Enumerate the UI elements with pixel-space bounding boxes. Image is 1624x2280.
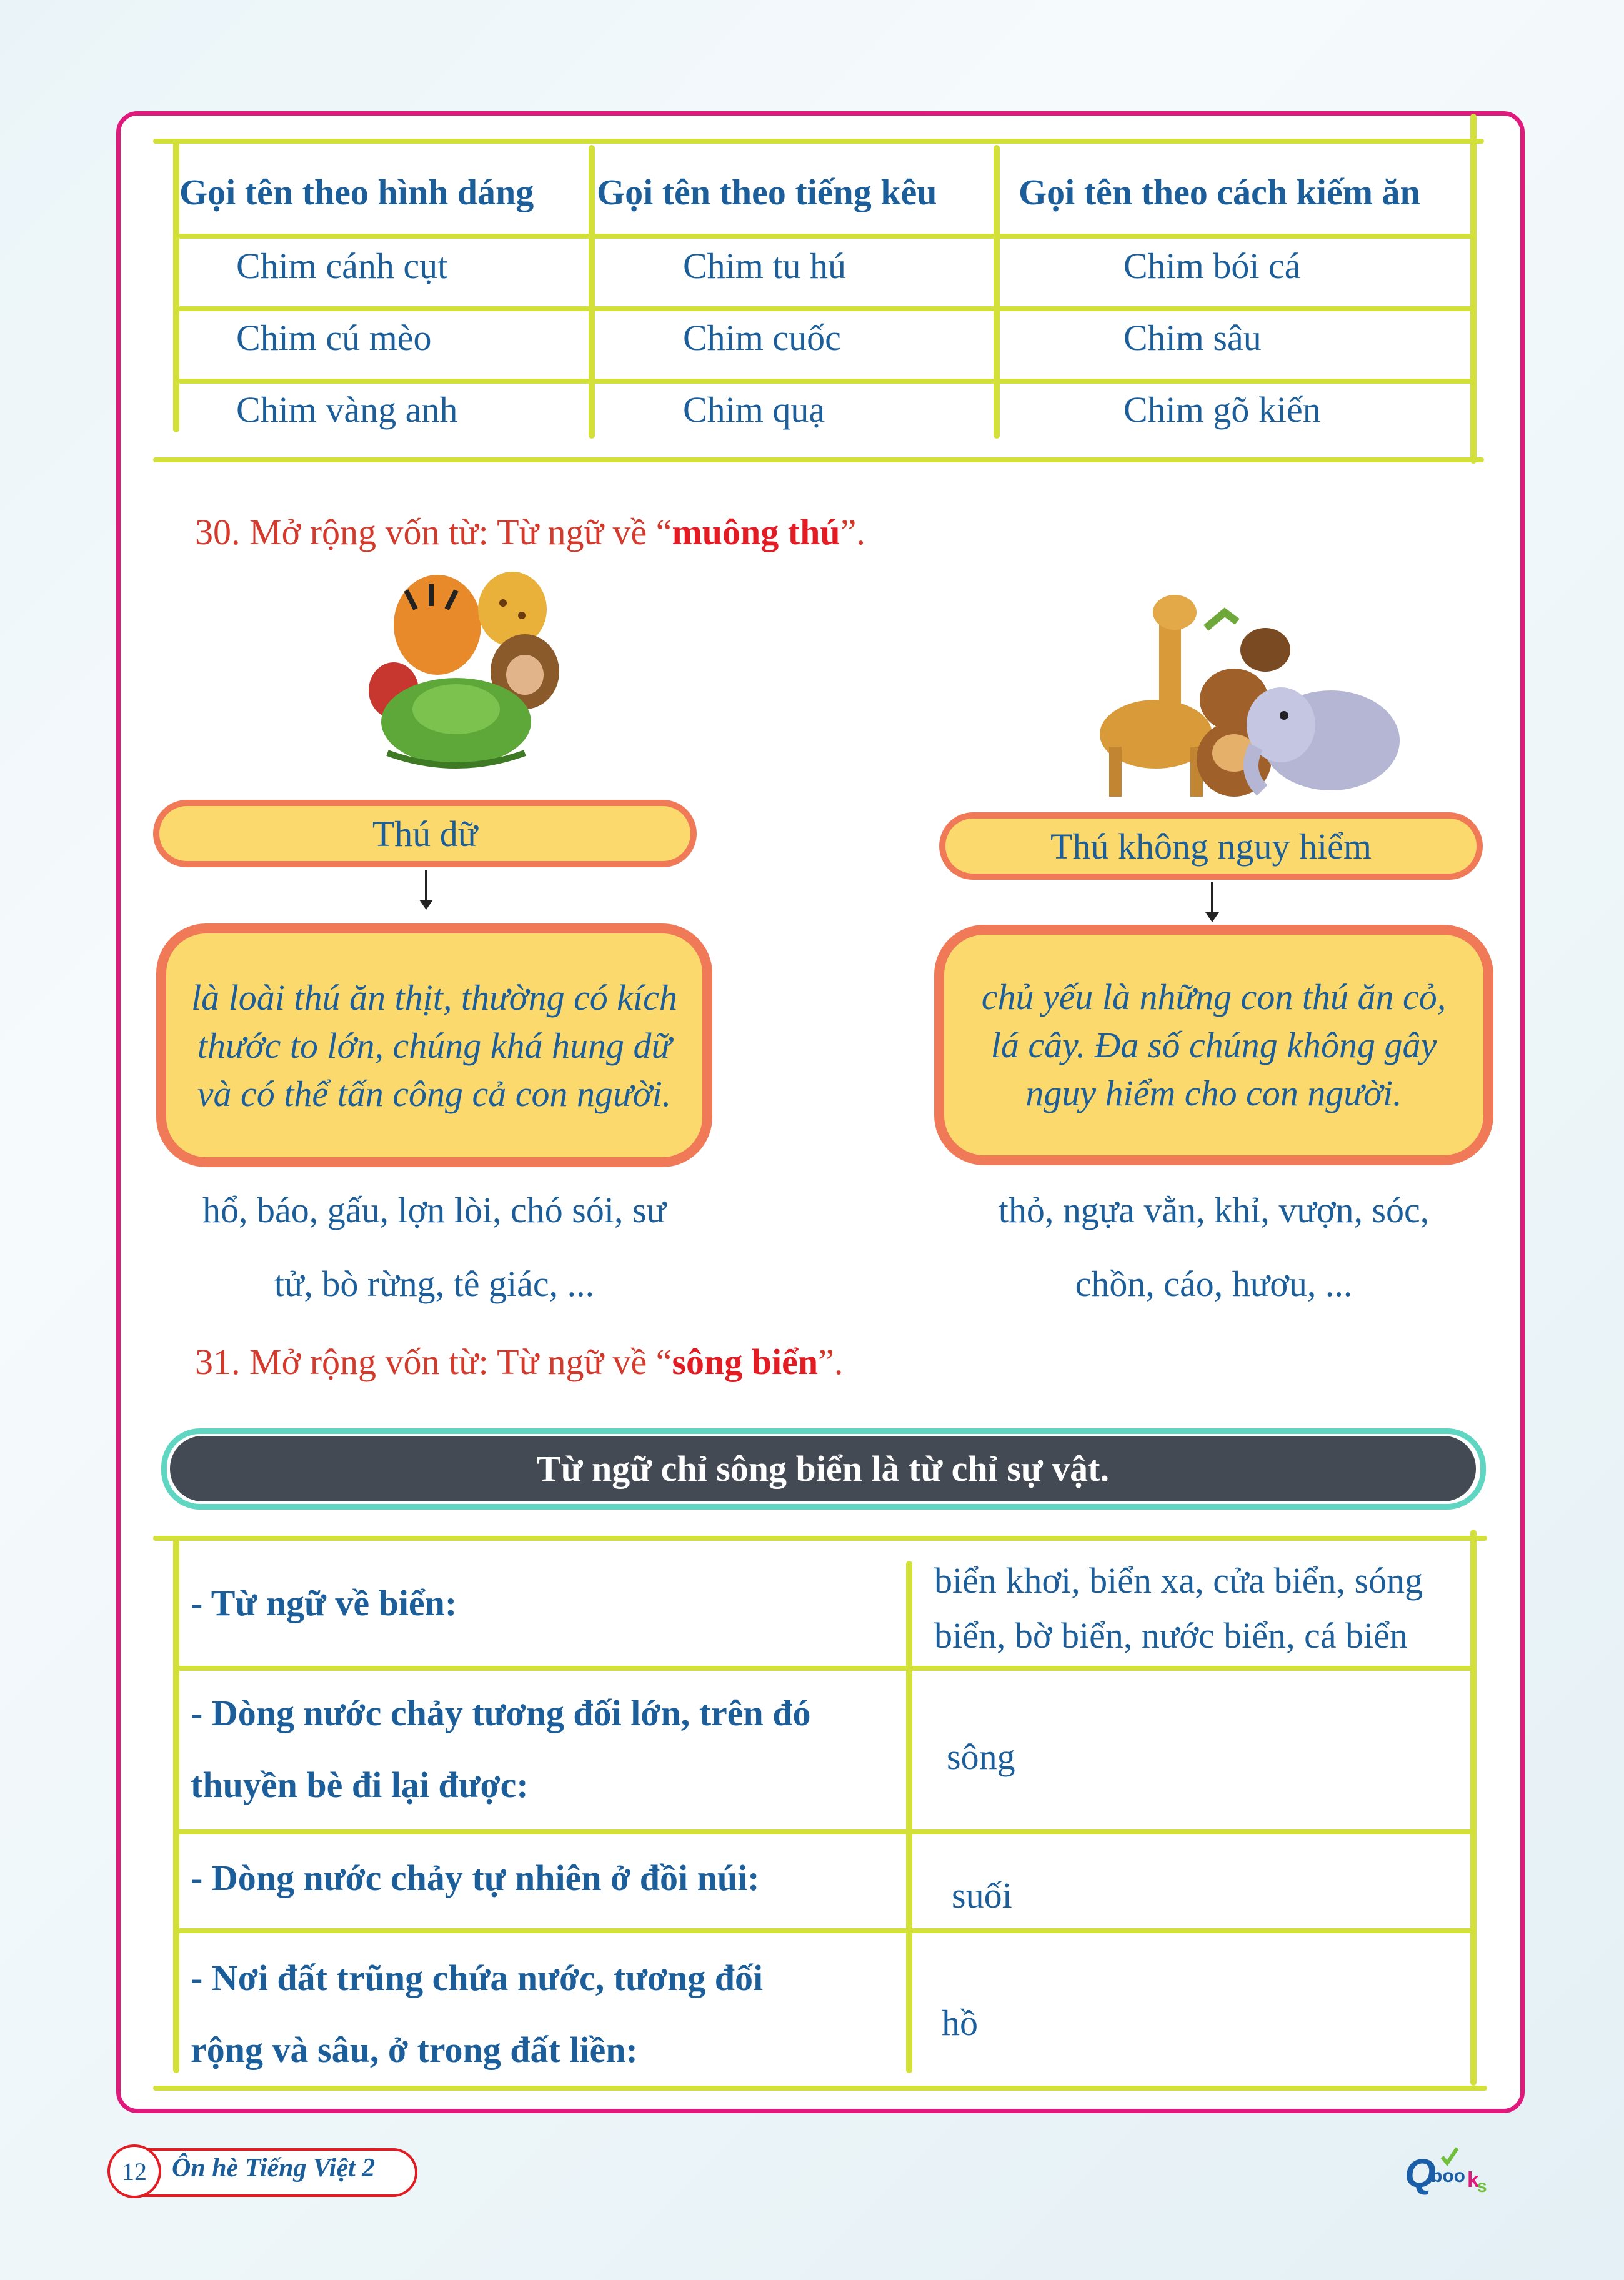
page-number: 12 — [107, 2144, 161, 2198]
table-cell: Chim sâu — [1123, 317, 1262, 358]
wild-examples: hổ, báo, gấu, lợn lòi, chó sói, sư tử, bò rừng, tê giác, ... — [202, 1190, 666, 1304]
lake-row-label: - Nơi đất trũng chứa nước, tương đối rộng và sâu, ở trong đất liền: — [191, 1958, 764, 2070]
table-cell: Chim cuốc — [683, 317, 841, 358]
down-arrow-icon — [425, 870, 427, 901]
wild-title-pill: Thú dữ — [153, 800, 697, 867]
question-30: 30. Mở rộng vốn từ: Từ ngữ về “muông thú”. — [195, 512, 865, 552]
banner: Từ ngữ chỉ sông biển là từ chỉ sự vật. — [170, 1436, 1476, 1501]
stream-row-value: suối — [952, 1875, 1012, 1916]
table-cell: Chim cú mèo — [236, 317, 432, 358]
down-arrow-icon — [1211, 882, 1213, 913]
tame-title-pill: Thú không nguy hiểm — [939, 812, 1483, 880]
header-call: Gọi tên theo tiếng kêu — [597, 172, 937, 212]
table-cell: Chim quạ — [683, 389, 825, 430]
wild-description-bubble: là loài thú ăn thịt, thường có kích thước to lớn, chúng khá hung dữ và có thể tấn công cả con người. — [156, 923, 712, 1167]
question-31: 31. Mở rộng vốn từ: Từ ngữ về “sông biển”. — [195, 1342, 844, 1382]
tame-animals-illustration — [1081, 590, 1412, 806]
table-cell: Chim cánh cụt — [236, 246, 448, 286]
river-row-value: sông — [947, 1736, 1015, 1777]
svg-text:Q: Q — [1405, 2151, 1436, 2196]
header-feeding: Gọi tên theo cách kiếm ăn — [1019, 172, 1420, 212]
sea-words-table — [153, 1536, 1487, 2098]
table-cell: Chim gõ kiến — [1123, 389, 1321, 430]
table-cell: Chim vàng anh — [236, 389, 458, 430]
lake-row-value: hồ — [942, 2003, 978, 2043]
birds-table — [153, 139, 1484, 464]
tame-description-bubble: chủ yếu là những con thú ăn cỏ, lá cây. Đa số chúng không gây nguy hiểm cho con người. — [934, 925, 1493, 1165]
svg-text:boo: boo — [1431, 2166, 1465, 2186]
sea-row-value: biển khơi, biển xa, cửa biển, sóng biển, bờ biển, nước biển, cá biển — [934, 1560, 1423, 1656]
sea-row-label: - Từ ngữ về biển: — [191, 1583, 457, 1623]
svg-text:s: s — [1477, 2176, 1487, 2196]
wild-animals-illustration — [344, 565, 581, 772]
qbooks-logo — [1405, 2143, 1486, 2203]
svg-text:k: k — [1467, 2168, 1479, 2192]
river-row-label: - Dòng nước chảy tương đối lớn, trên đó thuyền bè đi lại được: — [191, 1693, 811, 1805]
table-cell: Chim tu hú — [683, 246, 847, 286]
table-cell: Chim bói cá — [1123, 246, 1301, 286]
stream-row-label: - Dòng nước chảy tự nhiên ở đồi núi: — [191, 1858, 760, 1898]
book-title: Ôn hè Tiếng Việt 2 — [172, 2154, 376, 2183]
tame-examples: thỏ, ngựa vằn, khỉ, vượn, sóc, chồn, cáo, hươu, ... — [998, 1190, 1430, 1304]
header-shape: Gọi tên theo hình dáng — [179, 172, 534, 212]
